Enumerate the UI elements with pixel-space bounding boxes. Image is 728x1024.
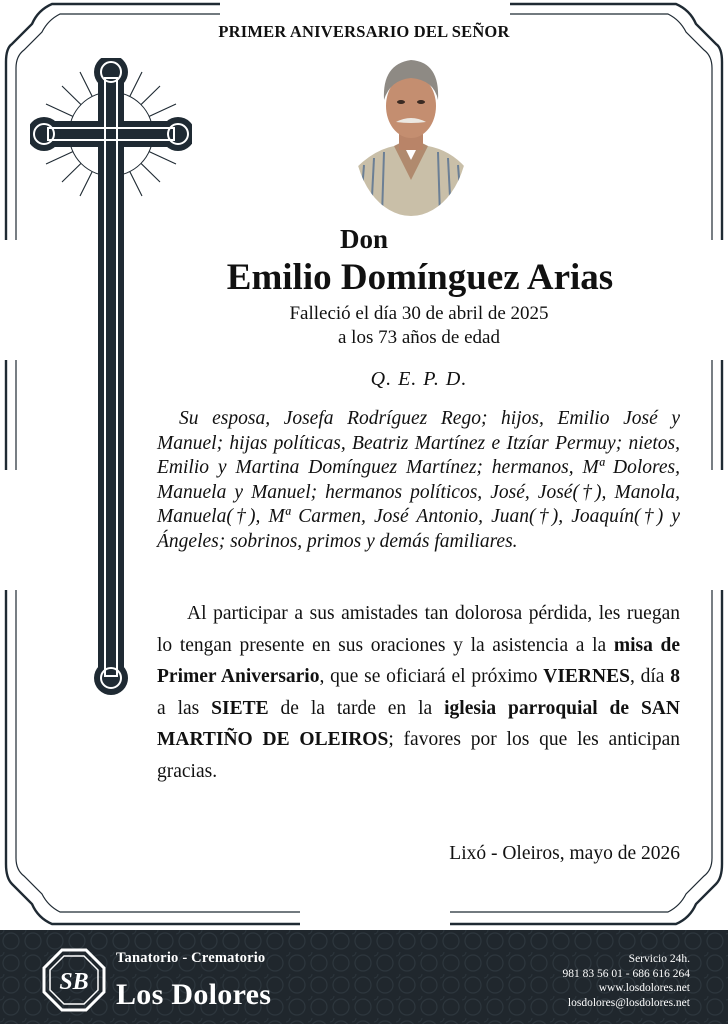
footer-banner: [0, 930, 728, 1024]
place-date: Lixó - Oleiros, mayo de 2026: [449, 843, 680, 864]
service-hours: Servicio 24h.: [628, 953, 690, 965]
announce-emphasis: iglesia parroquial de SAN MARTIÑO DE OLEIROS: [157, 697, 680, 750]
announce-emphasis: misa de Primer Aniversario: [157, 634, 680, 687]
announce-text: de la tarde en la: [268, 697, 445, 719]
website-link[interactable]: www.losdolores.net: [598, 982, 690, 994]
announce-text: , día: [629, 666, 671, 687]
announce-emphasis: SIETE: [211, 697, 269, 719]
contact-info: [563, 952, 690, 1010]
death-age: a los 73 años de edad: [338, 327, 500, 348]
qepd: Q. E. P. D.: [370, 368, 468, 390]
deceased-name: Emilio Domínguez Arias: [226, 257, 614, 298]
phone-numbers: 981 83 56 01 - 686 616 264: [562, 967, 690, 980]
announce-emphasis: VIERNES: [543, 666, 630, 687]
logo-letters: SB: [59, 969, 89, 995]
mass-announcement: [157, 598, 680, 787]
brand-tagline: Tanatorio - Crematorio: [116, 950, 266, 966]
announce-text: , que se oficiará el próximo: [319, 666, 544, 687]
family-list: Su esposa, Josefa Rodríguez Rego; hijos, Emilio José y Manuel; hijas políticas, Beatriz Martínez e Itzíar Permuy; nietos, Emilio y Martina Domínguez Martínez; hermanos, Mª Dolores, Manuela y Manuel; hermanos políticos, José, José(†), Manola, Manuela(†), Mª Carmen, José Antonio, Juan(†), Joaquín(†) y Ángeles; sobrinos, primos y demás familiares.: [157, 408, 680, 552]
death-date: Falleció el día 30 de abril de 2025: [289, 303, 549, 324]
honorific: Don: [339, 224, 388, 254]
announce-text: ; favores por los que les anticipan gracias.: [157, 729, 681, 782]
brand-name: Los Dolores: [116, 978, 272, 1011]
announce-emphasis: 8: [670, 666, 680, 687]
portrait-photo: [354, 50, 468, 216]
death-info: [0, 302, 728, 350]
announce-text: a las: [157, 697, 212, 719]
funeral-home-logo: [42, 948, 106, 1012]
announce-text: Al participar a sus amistades tan dolorosa pérdida, les ruegan lo tengan presente en sus oraciones y la asistencia a la: [157, 603, 680, 656]
email-link[interactable]: losdolores@losdolores.net: [567, 996, 690, 1009]
page-title: PRIMER ANIVERSARIO DEL SEÑOR: [218, 22, 510, 41]
